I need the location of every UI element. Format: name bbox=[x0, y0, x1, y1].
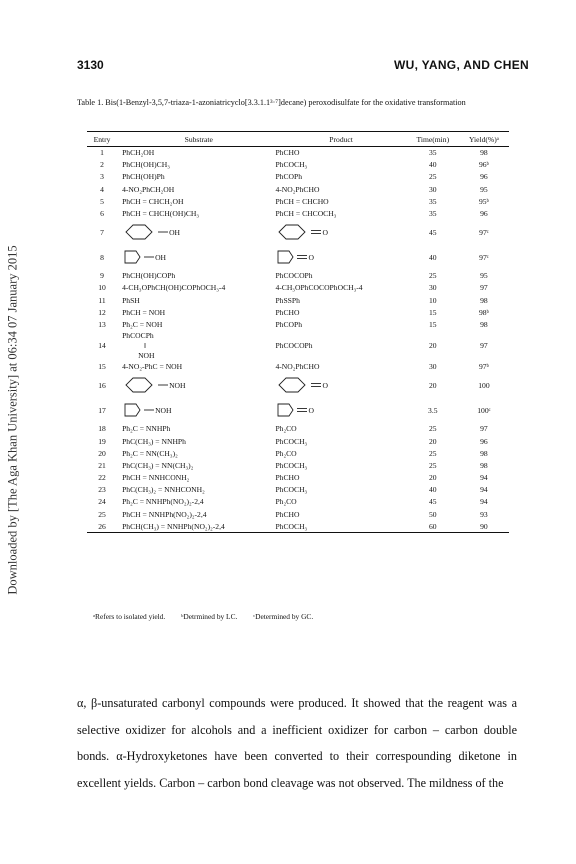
cell-substrate bbox=[117, 423, 275, 435]
substrate-formula: PhCH(OH)CH₃ bbox=[122, 160, 170, 170]
cyclohexane-ring-icon bbox=[122, 375, 158, 395]
cell-product bbox=[275, 361, 406, 373]
cell-time: 35 bbox=[428, 209, 437, 219]
cell-entry: 12 bbox=[98, 307, 106, 317]
cell-yield: 95 bbox=[480, 184, 488, 194]
cell-time: 20 bbox=[428, 436, 437, 446]
cyclopentane-ring-icon bbox=[275, 247, 297, 267]
cell-entry: 5 bbox=[100, 196, 104, 206]
header-substrate: Substrate bbox=[117, 132, 275, 147]
cyclopentane-ring-icon bbox=[122, 400, 144, 420]
product-structure bbox=[275, 227, 327, 236]
cell-substrate bbox=[117, 171, 275, 183]
cell-product bbox=[275, 294, 406, 306]
cell-substrate bbox=[117, 294, 275, 306]
cell-entry: 23 bbox=[98, 485, 106, 495]
cell-time: 15 bbox=[428, 319, 437, 329]
substrate-formula: PhCH = CHCH(OH)CH₃ bbox=[122, 209, 200, 219]
cell-entry: 7 bbox=[100, 227, 104, 237]
cell-entry: 14 bbox=[98, 341, 106, 351]
substrate-group-label: OH bbox=[155, 252, 167, 262]
cell-yield: 98 bbox=[480, 148, 488, 158]
product-formula: PhSSPh bbox=[275, 295, 300, 305]
product-formula: PhCH = CHCHO bbox=[275, 196, 329, 206]
page-number: 3130 bbox=[77, 58, 104, 72]
cell-substrate bbox=[117, 520, 275, 532]
substrate-formula: 4-CH₃OPhCH(OH)COPhOCH₃-4 bbox=[122, 283, 226, 293]
cell-product bbox=[275, 270, 406, 282]
cell-yield: 95 bbox=[480, 271, 488, 281]
cell-product bbox=[275, 496, 406, 508]
table-row bbox=[87, 520, 509, 532]
cell-substrate bbox=[117, 459, 275, 471]
cell-yield: 100ᶜ bbox=[477, 405, 491, 415]
cyclohexane-ring-icon bbox=[275, 222, 311, 242]
cell-yield: 96 bbox=[480, 209, 488, 219]
substrate-group-label: NOH bbox=[155, 405, 172, 415]
cell-product bbox=[275, 520, 406, 532]
product-formula: Ph₂CO bbox=[275, 448, 297, 458]
table-row bbox=[87, 361, 509, 373]
product-structure bbox=[275, 405, 313, 414]
table-row bbox=[87, 306, 509, 318]
product-formula: PhCOPh bbox=[275, 319, 303, 329]
cell-yield: 96 bbox=[480, 172, 488, 182]
cell-yield: 98 bbox=[480, 319, 488, 329]
product-formula: Ph₂CO bbox=[275, 497, 297, 507]
cell-time: 20 bbox=[428, 341, 437, 351]
table-row bbox=[87, 195, 509, 207]
product-formula: 4-NO₂PhCHO bbox=[275, 184, 320, 194]
footnote-b: ᵇDetrmined by LC. bbox=[181, 612, 238, 621]
table-row bbox=[87, 508, 509, 520]
product-formula: PhCOCH₃ bbox=[275, 521, 308, 531]
cell-entry: 17 bbox=[98, 405, 106, 415]
substrate-formula: Ph₂C = NNHPh(NO₂)₂-2,4 bbox=[122, 497, 204, 507]
product-group-label: O bbox=[308, 252, 314, 262]
cell-yield: 96ᵇ bbox=[478, 160, 489, 170]
substrate-structure bbox=[122, 227, 180, 236]
cell-time: 35 bbox=[428, 196, 437, 206]
substrate-line-top: PhCOCPh bbox=[122, 330, 154, 340]
table-row bbox=[87, 294, 509, 306]
substrate-formula: 4-NO₂-PhC = NOH bbox=[122, 362, 183, 372]
table-row bbox=[87, 459, 509, 471]
cell-yield: 94 bbox=[480, 485, 488, 495]
substrate-formula: 4-NO₂PhCH₂OH bbox=[122, 184, 175, 194]
cell-yield: 93 bbox=[480, 509, 488, 519]
cell-time: 40 bbox=[428, 485, 437, 495]
table-caption: Table 1. Bis(1-Benzyl-3,5,7-triaza-1-azoniatricyclo[3.3.1.1³·⁷]decane) peroxodisulfate for the oxidative transformation bbox=[77, 98, 466, 107]
table-row bbox=[87, 270, 509, 282]
cell-substrate bbox=[117, 282, 275, 294]
cell-substrate bbox=[117, 245, 275, 270]
cell-product bbox=[275, 195, 406, 207]
table-row bbox=[87, 183, 509, 195]
cell-product bbox=[275, 171, 406, 183]
substrate-structure bbox=[122, 331, 154, 361]
cell-substrate bbox=[117, 373, 275, 398]
cell-product bbox=[275, 459, 406, 471]
cell-entry: 2 bbox=[100, 160, 104, 170]
product-formula: PhCHO bbox=[275, 307, 300, 317]
cell-time: 20 bbox=[428, 473, 437, 483]
cell-time: 25 bbox=[428, 271, 437, 281]
cell-substrate bbox=[117, 270, 275, 282]
page-header bbox=[77, 58, 529, 74]
cell-time: 60 bbox=[407, 520, 459, 532]
cell-yield: 95ᵇ bbox=[478, 196, 489, 206]
cell-product bbox=[275, 508, 406, 520]
cell-product bbox=[275, 306, 406, 318]
cell-yield: 98 bbox=[480, 295, 488, 305]
substrate-formula: Ph₂C = NOH bbox=[122, 319, 163, 329]
product-formula: Ph₂CO bbox=[275, 424, 297, 434]
cell-product bbox=[275, 318, 406, 330]
cell-time: 25 bbox=[428, 172, 437, 182]
cell-yield: 98ᵇ bbox=[478, 307, 489, 317]
table-row bbox=[87, 435, 509, 447]
substrate-formula: PhC(CH₃)₂ = NNHCONH₂ bbox=[122, 485, 205, 495]
cell-entry: 21 bbox=[98, 460, 106, 470]
substrate-structure bbox=[122, 405, 171, 414]
cell-substrate bbox=[117, 472, 275, 484]
cell-entry: 16 bbox=[98, 380, 106, 390]
cell-product bbox=[275, 447, 406, 459]
header-yield: Yield(%)ᵃ bbox=[459, 132, 509, 147]
product-group-label: O bbox=[322, 227, 328, 237]
cell-entry: 15 bbox=[98, 362, 106, 372]
results-table bbox=[87, 131, 509, 533]
cell-substrate bbox=[117, 331, 275, 361]
cell-substrate bbox=[117, 361, 275, 373]
table-row bbox=[87, 398, 509, 423]
cell-yield: 94 bbox=[480, 473, 488, 483]
cell-time: 30 bbox=[428, 362, 437, 372]
cell-substrate bbox=[117, 398, 275, 423]
cell-entry: 6 bbox=[100, 209, 104, 219]
cell-entry: 19 bbox=[98, 436, 106, 446]
cell-yield: 97ᵇ bbox=[478, 362, 489, 372]
product-formula: PhCH = CHCOCH₃ bbox=[275, 209, 337, 219]
cell-entry: 18 bbox=[98, 424, 106, 434]
cell-product bbox=[275, 282, 406, 294]
cell-substrate bbox=[117, 207, 275, 219]
product-group-label: O bbox=[308, 405, 314, 415]
cell-yield: 94 bbox=[480, 497, 488, 507]
cell-yield: 97 bbox=[480, 424, 488, 434]
substrate-formula: PhCH(OH)Ph bbox=[122, 172, 165, 182]
cell-yield: 98 bbox=[480, 460, 488, 470]
footnote-c: ᶜDetermined by GC. bbox=[253, 612, 314, 621]
cell-time: 3.5 bbox=[428, 405, 438, 415]
cell-product bbox=[275, 147, 406, 159]
product-group-label: O bbox=[322, 380, 328, 390]
cell-time: 50 bbox=[428, 509, 437, 519]
cell-time: 45 bbox=[428, 227, 437, 237]
product-formula: 4-CH₃OPhCOCOPhOCH₃-4 bbox=[275, 283, 363, 293]
cell-product bbox=[275, 373, 406, 398]
cell-time: 45 bbox=[428, 497, 437, 507]
table-row bbox=[87, 423, 509, 435]
cell-substrate bbox=[117, 447, 275, 459]
substrate-double-bond: ‖ bbox=[144, 340, 147, 350]
cell-yield: 97 bbox=[480, 341, 488, 351]
cell-substrate bbox=[117, 496, 275, 508]
cell-entry: 22 bbox=[98, 473, 106, 483]
table-row bbox=[87, 496, 509, 508]
product-formula: PhCOCOPh bbox=[275, 341, 313, 351]
cell-yield: 90 bbox=[459, 520, 509, 532]
cell-yield: 97 bbox=[480, 283, 488, 293]
table-row bbox=[87, 171, 509, 183]
product-formula: PhCOPh bbox=[275, 172, 303, 182]
cell-substrate bbox=[117, 318, 275, 330]
cell-time: 25 bbox=[428, 448, 437, 458]
header-product: Product bbox=[275, 132, 406, 147]
substrate-group-label: NOH bbox=[169, 380, 186, 390]
cell-product bbox=[275, 423, 406, 435]
cell-entry: 13 bbox=[98, 319, 106, 329]
cell-entry: 10 bbox=[98, 283, 106, 293]
cell-time: 30 bbox=[428, 184, 437, 194]
cyclohexane-ring-icon bbox=[275, 375, 311, 395]
substrate-formula: PhCH = NNHCONH₂ bbox=[122, 473, 190, 483]
substrate-structure bbox=[122, 252, 166, 261]
substrate-formula: PhCH₂OH bbox=[122, 148, 155, 158]
product-formula: PhCOCH₃ bbox=[275, 460, 308, 470]
cell-product bbox=[275, 183, 406, 195]
table-row bbox=[87, 207, 509, 219]
substrate-formula: Ph₂C = NN(CH₃)₂ bbox=[122, 448, 178, 458]
cell-entry: 8 bbox=[100, 252, 104, 262]
header-entry: Entry bbox=[87, 132, 117, 147]
cell-substrate bbox=[117, 195, 275, 207]
running-head: WU, YANG, AND CHEN bbox=[394, 58, 529, 72]
cell-product bbox=[275, 484, 406, 496]
product-formula: PhCOCH₃ bbox=[275, 160, 308, 170]
cyclopentane-ring-icon bbox=[122, 247, 144, 267]
cell-time: 25 bbox=[428, 460, 437, 470]
footnote-a: ᵃRefers to isolated yield. bbox=[93, 612, 166, 621]
cell-yield: 98 bbox=[480, 448, 488, 458]
product-formula: 4-NO₂PhCHO bbox=[275, 362, 320, 372]
cell-product bbox=[275, 159, 406, 171]
substrate-line-bottom: NOH bbox=[138, 350, 155, 360]
table-row bbox=[87, 159, 509, 171]
product-formula: PhCHO bbox=[275, 509, 300, 519]
product-formula: PhCOCH₃ bbox=[275, 436, 308, 446]
cyclopentane-ring-icon bbox=[275, 400, 297, 420]
product-formula: PhCOCH₃ bbox=[275, 485, 308, 495]
substrate-group-label: OH bbox=[169, 227, 181, 237]
cell-substrate bbox=[117, 484, 275, 496]
table-row bbox=[87, 484, 509, 496]
substrate-formula: Ph₂C = NNHPh bbox=[122, 424, 171, 434]
product-structure bbox=[275, 380, 327, 389]
cell-time: 15 bbox=[428, 307, 437, 317]
cell-entry: 20 bbox=[98, 448, 106, 458]
cell-substrate bbox=[117, 147, 275, 159]
table-row bbox=[87, 318, 509, 330]
table-row bbox=[87, 245, 509, 270]
cell-entry: 24 bbox=[98, 497, 106, 507]
body-paragraph bbox=[77, 690, 517, 796]
cell-substrate bbox=[117, 508, 275, 520]
cell-product bbox=[275, 245, 406, 270]
cell-product bbox=[275, 398, 406, 423]
cell-product bbox=[275, 472, 406, 484]
substrate-formula: PhSH bbox=[122, 295, 140, 305]
table-row bbox=[87, 472, 509, 484]
table-row bbox=[87, 373, 509, 398]
product-formula: PhCHO bbox=[275, 148, 300, 158]
substrate-formula: PhCH = CHCH₂OH bbox=[122, 196, 184, 206]
cell-time: 35 bbox=[428, 148, 437, 158]
cell-yield: 97ᶜ bbox=[479, 252, 489, 262]
table-row bbox=[87, 147, 509, 159]
cell-entry: 1 bbox=[100, 148, 104, 158]
cell-entry: 25 bbox=[98, 509, 106, 519]
substrate-formula: PhC(CH₃) = NN(CH₃)₂ bbox=[122, 460, 194, 470]
cell-yield: 96 bbox=[480, 436, 488, 446]
cell-time: 25 bbox=[428, 424, 437, 434]
table-row bbox=[87, 282, 509, 294]
cell-entry: 26 bbox=[87, 520, 117, 532]
cell-product bbox=[275, 435, 406, 447]
cell-substrate bbox=[117, 159, 275, 171]
header-time: Time(min) bbox=[407, 132, 459, 147]
cell-yield: 100 bbox=[478, 380, 490, 390]
cyclohexane-ring-icon bbox=[122, 222, 158, 242]
cell-product bbox=[275, 220, 406, 245]
cell-entry: 4 bbox=[100, 184, 104, 194]
substrate-formula: PhC(CH₃) = NNHPh bbox=[122, 436, 186, 446]
table-footnotes bbox=[93, 612, 327, 621]
cell-time: 30 bbox=[428, 283, 437, 293]
cell-substrate bbox=[117, 435, 275, 447]
table-row bbox=[87, 220, 509, 245]
table-row bbox=[87, 331, 509, 361]
cell-substrate bbox=[117, 183, 275, 195]
product-structure bbox=[275, 252, 313, 261]
cell-entry: 3 bbox=[100, 172, 104, 182]
cell-time: 40 bbox=[428, 160, 437, 170]
cell-entry: 9 bbox=[100, 271, 104, 281]
product-formula: PhCOCOPh bbox=[275, 271, 313, 281]
body-text: α, β-unsaturated carbonyl compounds were produced. It showed that the reagent was a selective oxidizer for alcohols and a inefficient oxidizer for carbon – carbon double bonds. α-Hydroxyketones have been converted to their correspounding diketone in excellent yields. Carbon – carbon bond cleavage was not observed. The mildness of the bbox=[77, 696, 517, 790]
cell-yield: 97ᶜ bbox=[479, 227, 489, 237]
cell-time: 10 bbox=[428, 295, 437, 305]
cell-substrate bbox=[117, 220, 275, 245]
table-header bbox=[87, 132, 509, 147]
cell-time: 20 bbox=[428, 380, 437, 390]
substrate-formula: PhCH = NOH bbox=[122, 307, 166, 317]
product-formula: PhCHO bbox=[275, 473, 300, 483]
table-body bbox=[87, 147, 509, 533]
substrate-formula: PhCH(CH₃) = NNHPh(NO₂)₂-2,4 bbox=[122, 521, 225, 531]
cell-time: 40 bbox=[428, 252, 437, 262]
substrate-structure bbox=[122, 380, 185, 389]
cell-product bbox=[275, 331, 406, 361]
substrate-formula: PhCH(OH)COPh bbox=[122, 271, 176, 281]
table-row bbox=[87, 447, 509, 459]
cell-entry: 11 bbox=[98, 295, 106, 305]
download-watermark-text: Downloaded by [The Aga Khan University] at 06:34 07 January 2015 bbox=[5, 245, 20, 595]
substrate-formula: PhCH = NNHPh(NO₂)₂-2,4 bbox=[122, 509, 207, 519]
cell-product bbox=[275, 207, 406, 219]
cell-substrate bbox=[117, 306, 275, 318]
download-watermark bbox=[0, 230, 26, 610]
